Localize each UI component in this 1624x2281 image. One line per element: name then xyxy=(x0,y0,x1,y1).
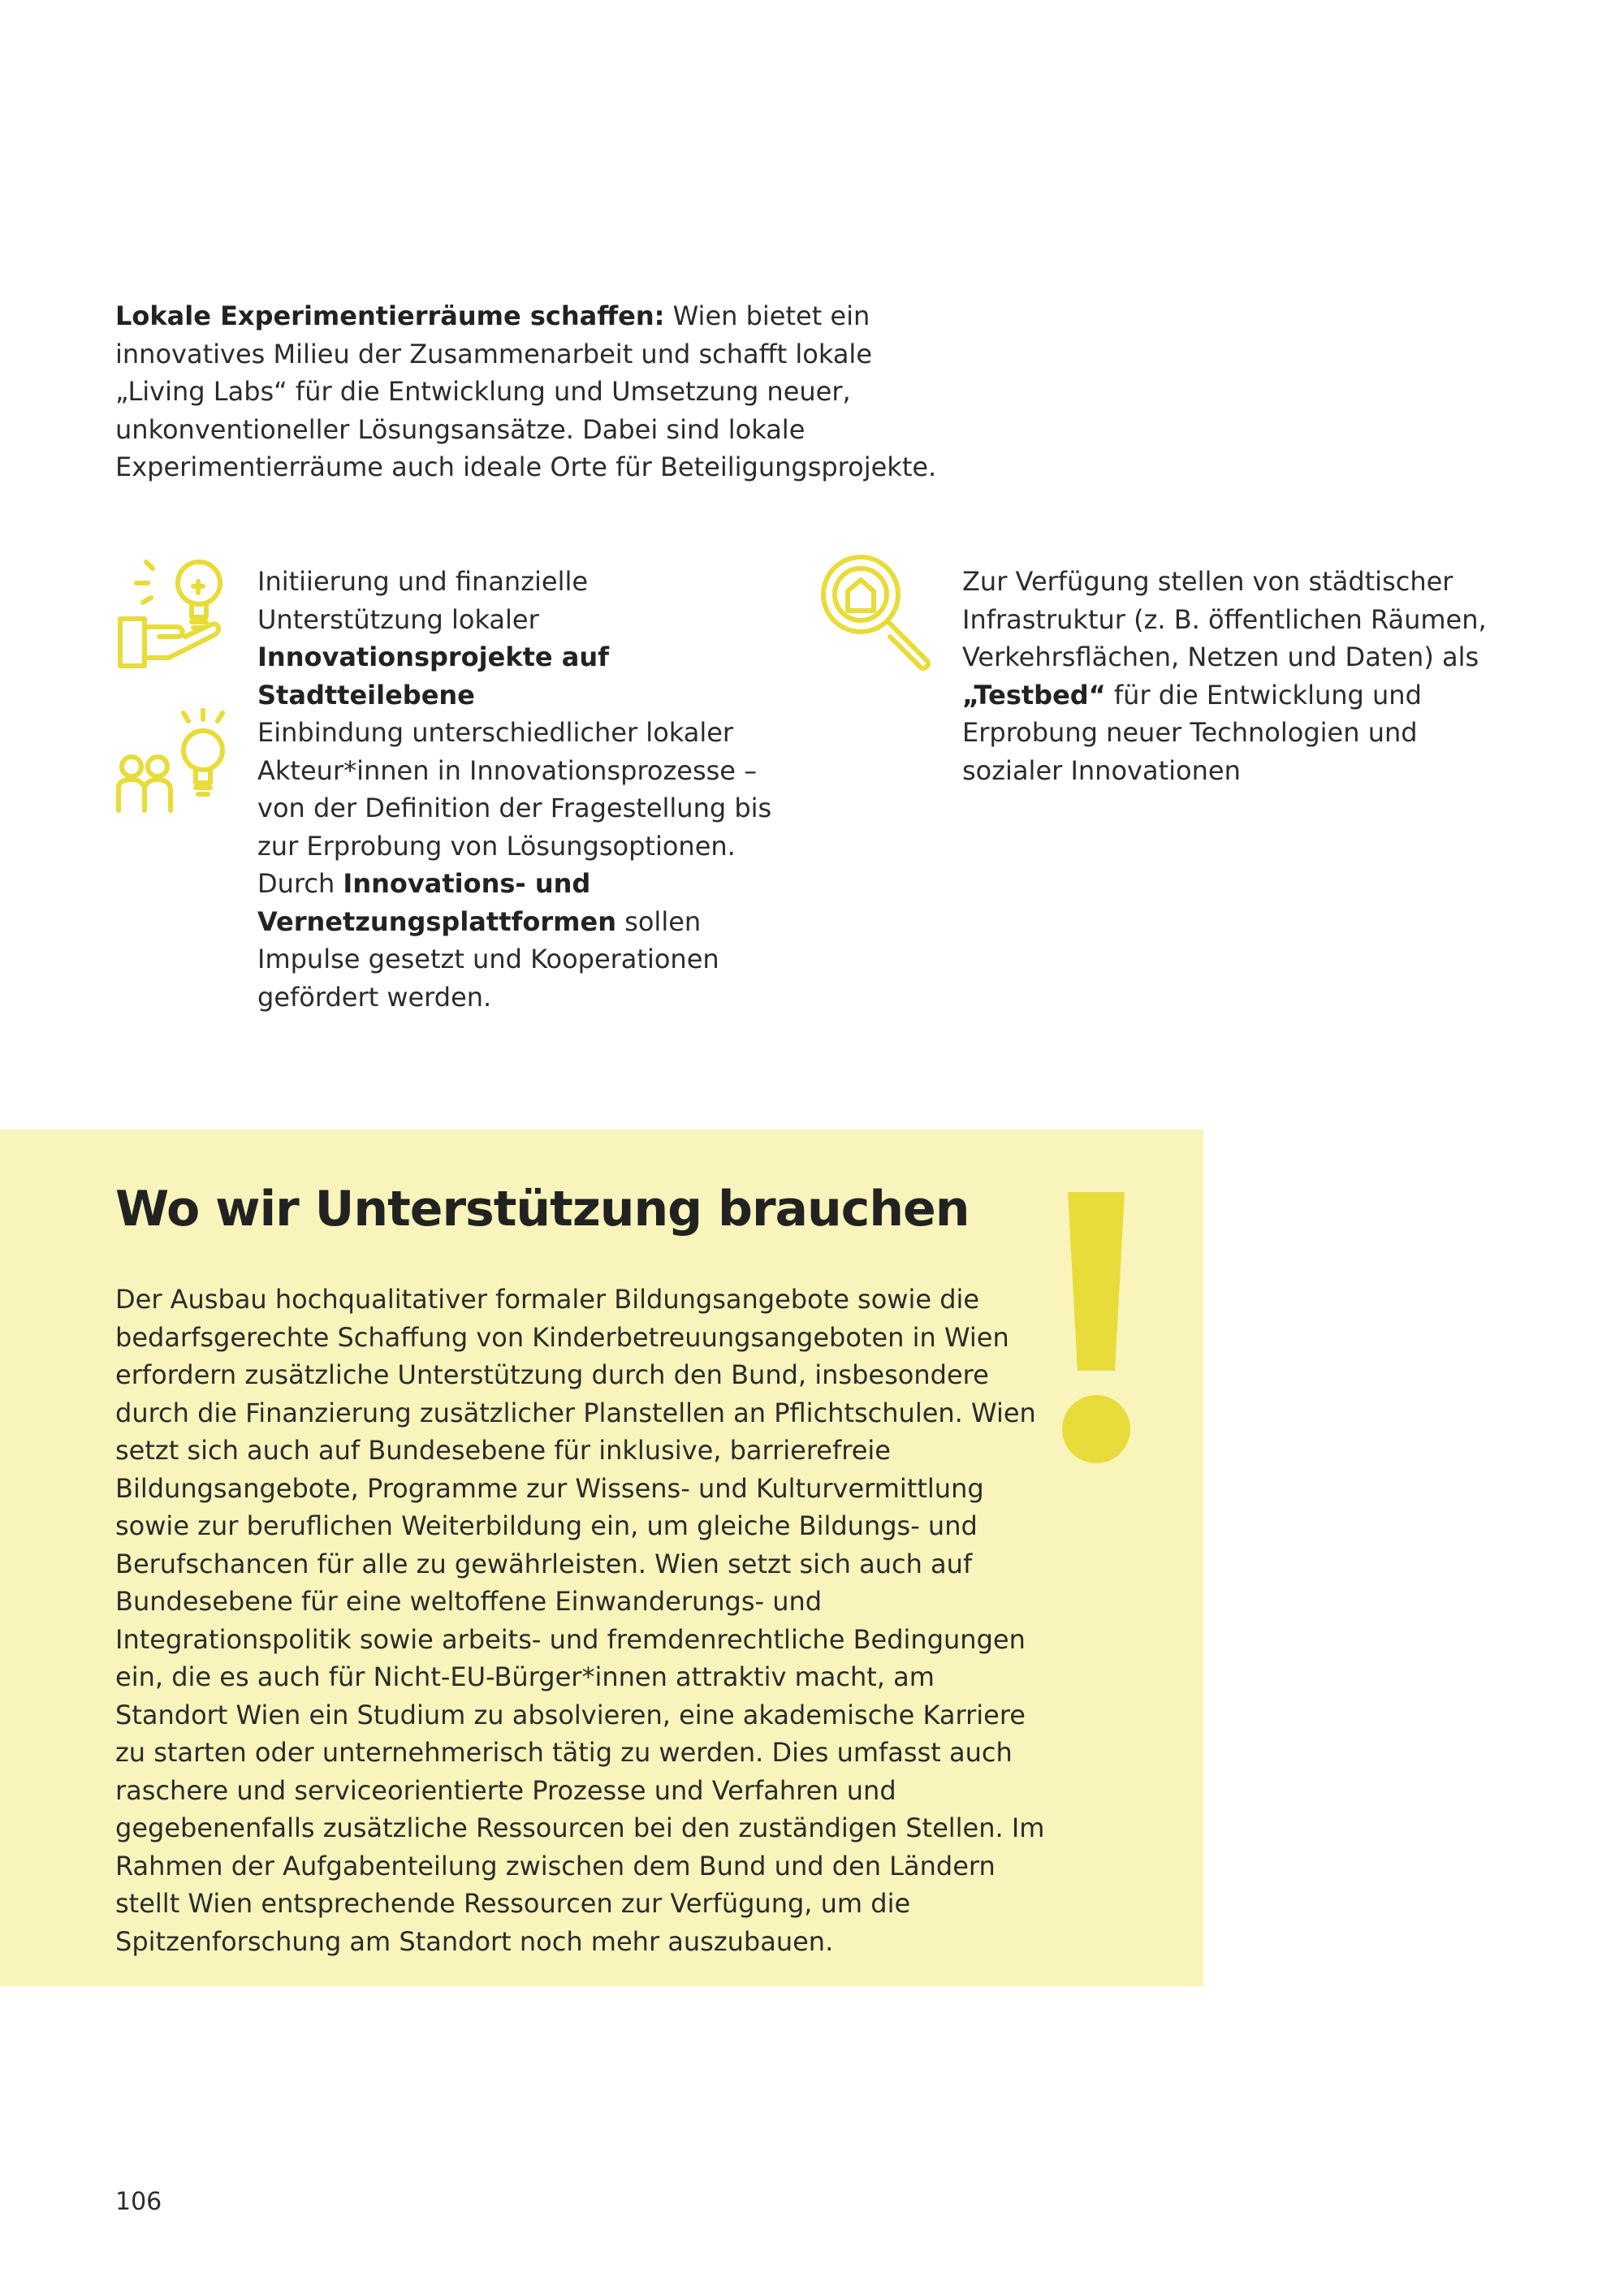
item-text-after: sollen Impulse gesetzt und Kooperationen gefördert werden. xyxy=(257,905,719,1013)
intro-heading: Lokale Experimentierräume schaffen: xyxy=(115,300,665,331)
intro-paragraph xyxy=(115,297,960,486)
page-number: 106 xyxy=(115,2188,162,2216)
item-text: Initiierung und finanzielle Unterstützung lokaler xyxy=(257,566,589,635)
magnifier-house-icon xyxy=(818,552,940,674)
item-text: Zur Verfügung stellen von städtischer Infrastruktur (z. B. öffentlichen Räumen, Verkehrsflächen, Netzen und Daten) als xyxy=(962,566,1487,672)
item-local-actors xyxy=(257,714,777,1016)
item-bold: Innovationsprojekte auf Stadtteilebene xyxy=(257,642,610,711)
intro-text: Wien bietet ein innovatives Milieu der Zusammenarbeit und schafft lokale „Living Labs“ für die Entwicklung und Umsetzung neuer, unkonventioneller Lösungsansätze. Dabei sind lokale Experimentierräume auch ideale Orte für Beteiligungsprojekte. xyxy=(115,300,937,482)
item-text-after: für die Entwicklung und Erprobung neuer Technologien und sozialer Innovationen xyxy=(962,679,1422,786)
item-local-innovation xyxy=(257,563,761,714)
hand-lightbulb-icon xyxy=(114,552,235,674)
item-testbed xyxy=(962,563,1514,789)
people-lightbulb-icon xyxy=(114,708,235,822)
support-text: Der Ausbau hochqualitativer formaler Bildungsangebote sowie die bedarfsgerechte Schaffung von Kinderbetreuungsangeboten in Wien erfordern zusätzliche Unterstützung durch den Bund, insbesondere durch die Finanzierung zusätzlicher Planstellen an Pflichtschulen. Wien setzt sich auch auf Bundesebene für inklusive, barrierefreie Bildungsangebote, Programme zur Wissens- und Kulturvermittlung sowie zur beruflichen Weiterbildung ein, um gleiche Bildungs- und Berufschancen für alle zu gewährleisten. Wien setzt sich auch auf Bundesebene für eine weltoffene Einwanderungs- und Integrationspolitik sowie arbeits- und fremdenrechtliche Bedingungen ein, die es auch für Nicht-EU-Bürger*innen attraktiv macht, am Standort Wien ein Studium zu absolvieren, eine akademische Karriere zu starten oder unternehmerisch tätig zu werden. Dies umfasst auch raschere und serviceorientierte Prozesse und Verfahren und gegebenenfalls zusätzliche Ressourcen bei den zuständigen Stellen. Im Rahmen der Aufgabenteilung zwischen dem Bund und den Ländern stellt Wien entsprechende Ressourcen zur Verfügung, um die Spitzenforschung am Standort noch mehr auszubauen. xyxy=(115,1284,1045,1957)
exclamation-icon xyxy=(1056,1192,1137,1471)
item-text: Einbindung unterschiedlicher lokaler Akteur*innen in Innovationsprozesse – von der Definition der Fragestellung bis zur Erprobung von Lösungsoptionen. Durch xyxy=(257,717,772,899)
item-bold: „Testbed“ xyxy=(962,679,1106,711)
item-bold: Innovations- und Vernetzungsplattformen xyxy=(257,868,616,937)
support-title: Wo wir Unterstützung brauchen xyxy=(115,1181,970,1238)
